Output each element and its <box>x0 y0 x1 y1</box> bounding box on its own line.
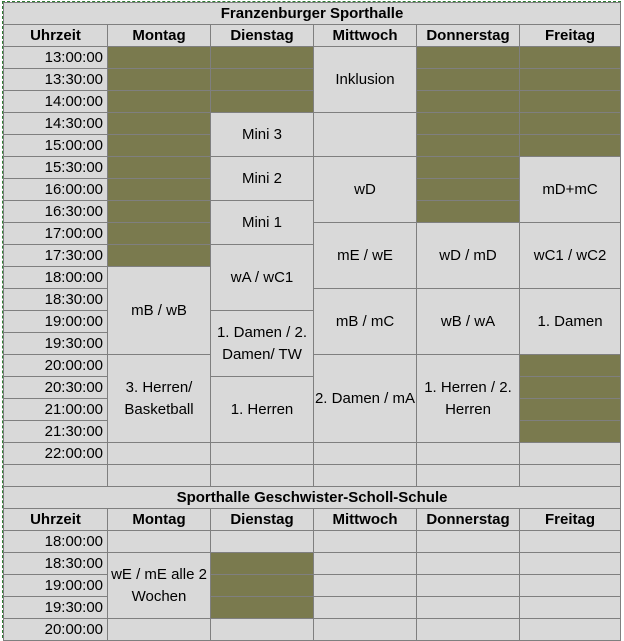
occupied-slot <box>520 113 621 135</box>
spacer-cell <box>4 465 108 487</box>
event-cell: wA / wC1 <box>211 245 314 311</box>
franzenburger-schedule-table <box>3 2 621 487</box>
spacer-cell <box>314 465 417 487</box>
empty-slot <box>417 443 520 465</box>
occupied-slot <box>520 377 621 399</box>
header-wednesday: Mittwoch <box>314 509 417 531</box>
empty-slot <box>520 597 621 619</box>
empty-slot <box>520 553 621 575</box>
time-cell: 13:00:00 <box>4 47 108 69</box>
empty-slot <box>520 443 621 465</box>
empty-slot <box>108 531 211 553</box>
event-cell: mE / wE <box>314 223 417 289</box>
time-cell: 18:00:00 <box>4 267 108 289</box>
time-cell: 16:30:00 <box>4 201 108 223</box>
empty-slot <box>314 597 417 619</box>
occupied-slot <box>108 157 211 179</box>
header-wednesday: Mittwoch <box>314 25 417 47</box>
empty-slot <box>108 619 211 641</box>
event-cell: 3. Herren/ Basketball <box>108 355 211 443</box>
event-cell: wE / mE alle 2 Wochen <box>108 553 211 619</box>
occupied-slot <box>211 91 314 113</box>
occupied-slot <box>520 91 621 113</box>
occupied-slot <box>108 245 211 267</box>
occupied-slot <box>211 553 314 575</box>
occupied-slot <box>417 157 520 179</box>
empty-slot <box>417 597 520 619</box>
time-cell: 15:00:00 <box>4 135 108 157</box>
time-cell: 14:30:00 <box>4 113 108 135</box>
empty-slot <box>417 619 520 641</box>
event-cell: wD / mD <box>417 223 520 289</box>
event-cell: 1. Damen <box>520 289 621 355</box>
occupied-slot <box>211 47 314 69</box>
occupied-slot <box>108 201 211 223</box>
time-cell: 19:30:00 <box>4 597 108 619</box>
time-cell: 18:00:00 <box>4 531 108 553</box>
empty-slot <box>314 553 417 575</box>
geschwister-scholl-schedule-table <box>3 486 621 641</box>
time-cell: 16:00:00 <box>4 179 108 201</box>
spacer-cell <box>417 465 520 487</box>
occupied-slot <box>211 575 314 597</box>
header-friday: Freitag <box>520 509 621 531</box>
time-cell: 14:00:00 <box>4 91 108 113</box>
occupied-slot <box>417 91 520 113</box>
header-tuesday: Dienstag <box>211 509 314 531</box>
empty-slot <box>314 531 417 553</box>
occupied-slot <box>108 223 211 245</box>
event-cell: Mini 1 <box>211 201 314 245</box>
empty-slot <box>211 619 314 641</box>
empty-slot <box>211 531 314 553</box>
occupied-slot <box>520 399 621 421</box>
time-cell: 19:30:00 <box>4 333 108 355</box>
empty-slot <box>314 443 417 465</box>
event-cell: Mini 2 <box>211 157 314 201</box>
empty-slot <box>417 575 520 597</box>
occupied-slot <box>108 135 211 157</box>
occupied-slot <box>108 179 211 201</box>
occupied-slot <box>211 597 314 619</box>
empty-slot <box>417 531 520 553</box>
time-cell: 15:30:00 <box>4 157 108 179</box>
occupied-slot <box>520 135 621 157</box>
time-cell: 18:30:00 <box>4 289 108 311</box>
time-cell: 20:00:00 <box>4 355 108 377</box>
event-cell: Mini 3 <box>211 113 314 157</box>
spacer-cell <box>211 465 314 487</box>
occupied-slot <box>520 47 621 69</box>
empty-slot <box>520 575 621 597</box>
empty-slot <box>314 575 417 597</box>
header-thursday: Donnerstag <box>417 25 520 47</box>
time-cell: 13:30:00 <box>4 69 108 91</box>
time-cell: 21:00:00 <box>4 399 108 421</box>
table-title: Sporthalle Geschwister-Scholl-Schule <box>4 487 621 509</box>
occupied-slot <box>520 69 621 91</box>
occupied-slot <box>108 91 211 113</box>
occupied-slot <box>417 47 520 69</box>
time-cell: 17:30:00 <box>4 245 108 267</box>
event-cell: mB / mC <box>314 289 417 355</box>
occupied-slot <box>520 421 621 443</box>
header-thursday: Donnerstag <box>417 509 520 531</box>
header-monday: Montag <box>108 25 211 47</box>
empty-slot <box>211 443 314 465</box>
time-cell: 20:00:00 <box>4 619 108 641</box>
occupied-slot <box>108 113 211 135</box>
event-cell: wC1 / wC2 <box>520 223 621 289</box>
empty-slot <box>520 619 621 641</box>
time-cell: 19:00:00 <box>4 575 108 597</box>
time-cell: 19:00:00 <box>4 311 108 333</box>
time-cell: 17:00:00 <box>4 223 108 245</box>
event-cell: wB / wA <box>417 289 520 355</box>
occupied-slot <box>108 47 211 69</box>
occupied-slot <box>520 355 621 377</box>
event-cell: wD <box>314 157 417 223</box>
empty-slot <box>314 619 417 641</box>
header-tuesday: Dienstag <box>211 25 314 47</box>
empty-slot <box>417 553 520 575</box>
time-cell: 22:00:00 <box>4 443 108 465</box>
occupied-slot <box>211 69 314 91</box>
occupied-slot <box>417 69 520 91</box>
spacer-cell <box>108 465 211 487</box>
spacer-cell <box>520 465 621 487</box>
occupied-slot <box>417 113 520 135</box>
event-cell: mD+mC <box>520 157 621 223</box>
event-cell: 1. Herren <box>211 377 314 443</box>
header-time: Uhrzeit <box>4 25 108 47</box>
occupied-slot <box>108 69 211 91</box>
empty-slot <box>314 113 417 157</box>
empty-slot <box>520 531 621 553</box>
event-cell: mB / wB <box>108 267 211 355</box>
event-cell: 1. Herren / 2. Herren <box>417 355 520 443</box>
occupied-slot <box>417 135 520 157</box>
event-cell: 1. Damen / 2. Damen/ TW <box>211 311 314 377</box>
event-cell: 2. Damen / mA <box>314 355 417 443</box>
header-friday: Freitag <box>520 25 621 47</box>
table-title: Franzenburger Sporthalle <box>4 3 621 25</box>
occupied-slot <box>417 179 520 201</box>
header-monday: Montag <box>108 509 211 531</box>
empty-slot <box>108 443 211 465</box>
header-time: Uhrzeit <box>4 509 108 531</box>
event-cell: Inklusion <box>314 47 417 113</box>
time-cell: 18:30:00 <box>4 553 108 575</box>
time-cell: 21:30:00 <box>4 421 108 443</box>
occupied-slot <box>417 201 520 223</box>
time-cell: 20:30:00 <box>4 377 108 399</box>
